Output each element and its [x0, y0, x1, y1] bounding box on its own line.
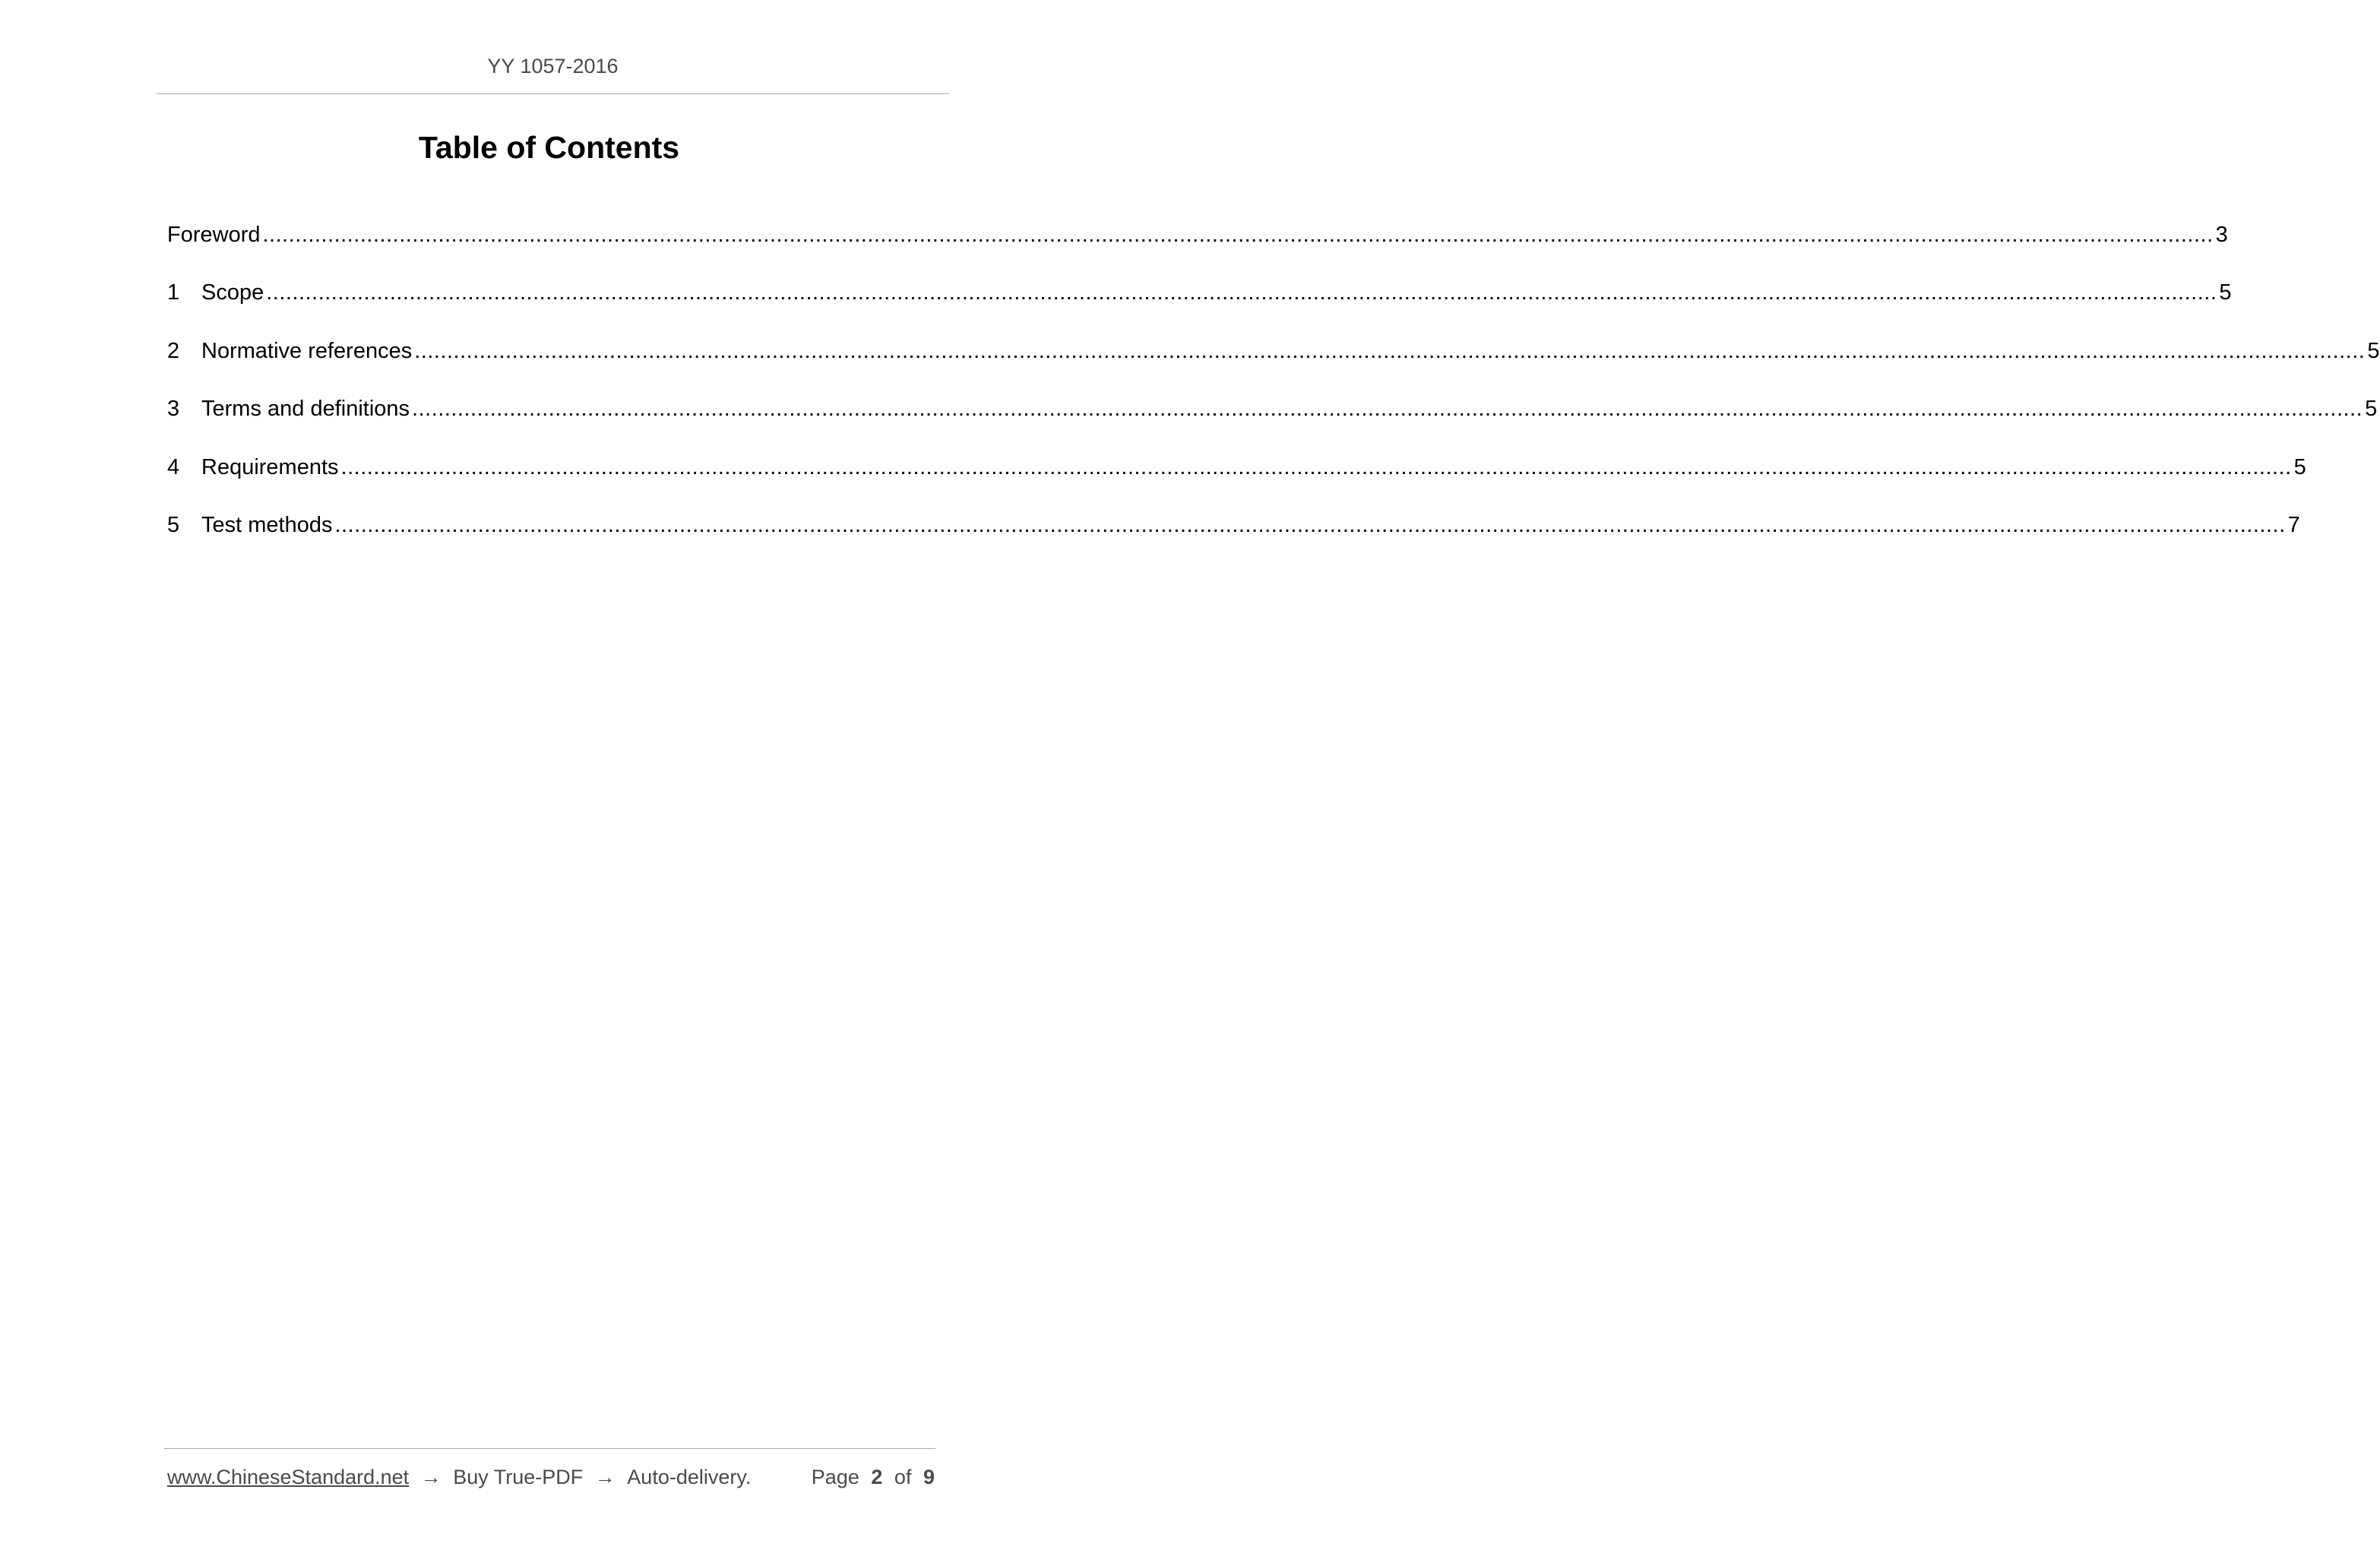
site-link[interactable]: www.ChineseStandard.net — [167, 1466, 410, 1488]
toc-entry-terms-and-definitions[interactable] — [167, 392, 2378, 450]
toc-entry-label: Requirements — [201, 454, 339, 479]
toc-entry-page: 5 — [2367, 338, 2380, 363]
toc-entry-foreword[interactable] — [167, 218, 2228, 276]
toc-entry-page: 5 — [2365, 397, 2378, 422]
toc-entry-label: Test methods — [201, 512, 333, 537]
toc-entry-test-methods[interactable] — [167, 508, 2300, 566]
toc-entry-scope[interactable] — [167, 276, 2232, 334]
page-label: Page — [811, 1466, 859, 1488]
table-of-contents — [167, 218, 2380, 566]
of-label: of — [894, 1466, 912, 1488]
toc-entry-number: 2 — [167, 338, 180, 363]
toc-entry-page: 5 — [2219, 280, 2232, 305]
dot-leader: ............................................................................................................................................................................................................................................................................................................ — [412, 397, 2363, 422]
buy-text: Buy True-PDF — [453, 1466, 584, 1488]
toc-entry-label: Terms and definitions — [201, 397, 410, 422]
dot-leader: ............................................................................................................................................................................................................................................................................................................ — [262, 223, 2214, 247]
toc-entry-requirements[interactable] — [167, 451, 2306, 508]
toc-entry-label: Foreword — [167, 223, 261, 247]
arrow-right-icon: → — [594, 1466, 616, 1488]
toc-entry-label: Normative references — [201, 338, 413, 363]
toc-entry-number: 1 — [167, 280, 180, 305]
toc-entry-page: 5 — [2293, 454, 2306, 479]
toc-entry-page: 7 — [2287, 512, 2300, 537]
page-footer — [167, 1463, 935, 1491]
toc-entry-label: Scope — [201, 280, 264, 305]
current-page: 2 — [871, 1466, 883, 1488]
footer-rule — [164, 1448, 935, 1449]
footer-promo — [167, 1463, 751, 1491]
document-code: YY 1057-2016 — [487, 55, 619, 77]
page-header — [157, 53, 949, 94]
dot-leader: ............................................................................................................................................................................................................................................................................................................ — [340, 454, 2292, 479]
toc-entry-page: 3 — [2215, 223, 2228, 247]
toc-title: Table of Contents — [418, 130, 680, 165]
page-counter — [805, 1463, 935, 1491]
toc-entry-number: 5 — [167, 512, 180, 537]
dot-leader: ............................................................................................................................................................................................................................................................................................................ — [266, 280, 2217, 305]
toc-entry-number: 4 — [167, 454, 180, 479]
dot-leader: ............................................................................................................................................................................................................................................................................................................ — [414, 338, 2366, 363]
toc-entry-number: 3 — [167, 397, 180, 422]
total-pages: 9 — [923, 1466, 935, 1488]
delivery-text: Auto-delivery. — [627, 1466, 752, 1488]
toc-entry-normative-references[interactable] — [167, 334, 2380, 392]
arrow-right-icon: → — [420, 1466, 442, 1488]
dot-leader: ............................................................................................................................................................................................................................................................................................................ — [334, 512, 2286, 537]
